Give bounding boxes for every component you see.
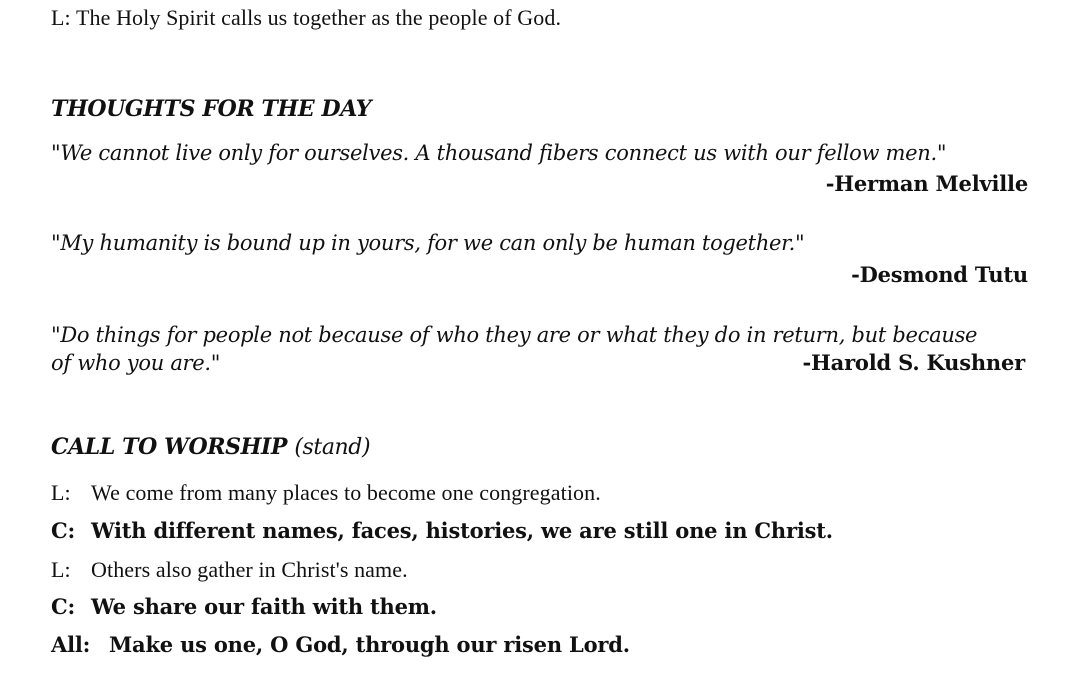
litany-speaker: L: [51, 480, 71, 505]
call-to-worship-heading [51, 434, 370, 461]
quote-3-text-line-2: of who you are." [51, 351, 221, 375]
litany-speaker: C: [51, 518, 76, 543]
litany-speaker: L: [51, 557, 71, 582]
litany-speaker: All: [51, 632, 91, 657]
litany-line-2 [51, 518, 833, 544]
litany-line-5 [51, 632, 630, 658]
litany-line-1 [51, 480, 601, 506]
opening-line [51, 5, 561, 31]
litany-text: Others also gather in Christ's name. [91, 557, 408, 582]
litany-text: We share our faith with them. [91, 594, 437, 619]
quote-2-author: -Desmond Tutu [851, 262, 1028, 287]
opening-speaker: L: [51, 5, 71, 30]
thoughts-heading: THOUGHTS FOR THE DAY [51, 96, 372, 122]
quote-3-text-line-1: "Do things for people not because of who they are or what they do in return, but because [51, 323, 978, 347]
litany-line-3 [51, 557, 408, 583]
quote-3-author: -Harold S. Kushner [802, 350, 1025, 375]
quote-1-text: "We cannot live only for ourselves. A thousand fibers connect us with our fellow men." [51, 141, 947, 165]
litany-speaker: C: [51, 594, 76, 619]
litany-text: With different names, faces, histories, we are still one in Christ. [91, 518, 833, 543]
litany-line-4 [51, 594, 437, 620]
quote-2-text: "My humanity is bound up in yours, for we can only be human together." [51, 231, 805, 255]
quote-1-author: -Herman Melville [825, 171, 1028, 196]
litany-text: Make us one, O God, through our risen Lord. [109, 632, 630, 657]
litany-text: We come from many places to become one congregation. [91, 480, 601, 505]
opening-text: The Holy Spirit calls us together as the people of God. [75, 5, 562, 30]
call-to-worship-title: CALL TO WORSHIP [51, 434, 288, 460]
call-to-worship-instruction: (stand) [294, 435, 371, 460]
